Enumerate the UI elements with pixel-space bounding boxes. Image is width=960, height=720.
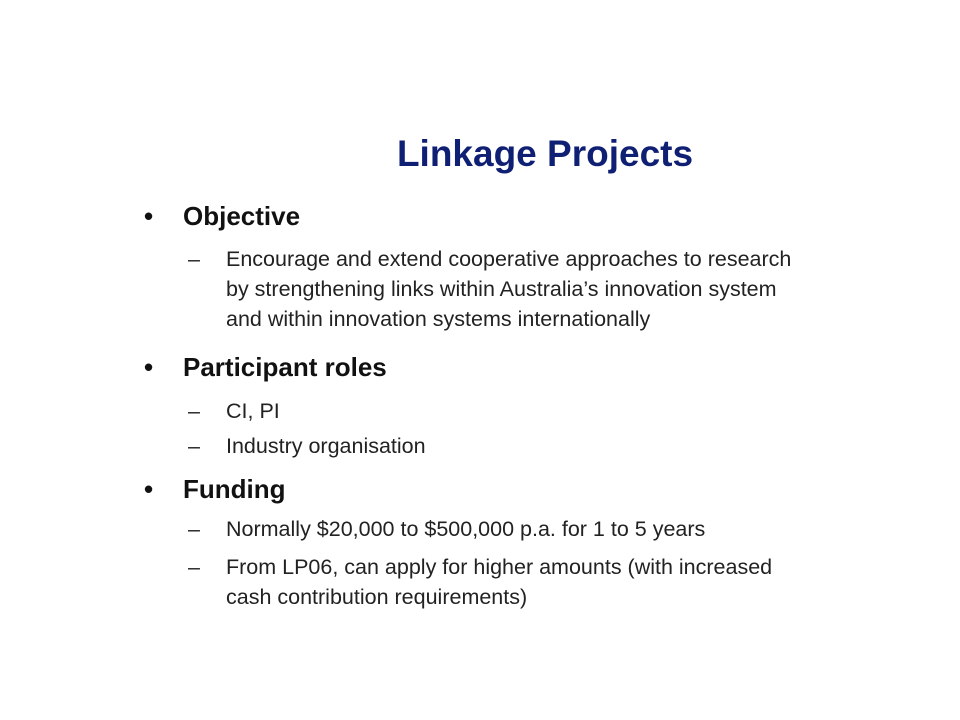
- bullet-heading: Participant roles: [183, 352, 387, 382]
- bullet-heading: Funding: [183, 474, 286, 504]
- sub-item-line: Industry organisation: [226, 434, 426, 458]
- sub-item-line: Encourage and extend cooperative approaches to research: [226, 247, 792, 271]
- dash-icon: –: [188, 399, 200, 423]
- dash-icon: –: [188, 517, 200, 541]
- bullet-icon: •: [144, 201, 154, 231]
- sub-item-text: [226, 396, 280, 426]
- dash-icon: –: [188, 247, 200, 271]
- sub-item-line: Normally $20,000 to $500,000 p.a. for 1 to 5 years: [226, 517, 706, 541]
- bullet-icon: •: [144, 474, 154, 504]
- sub-item-line: cash contribution requirements): [226, 585, 528, 609]
- slide-title: Linkage Projects: [396, 133, 694, 174]
- sub-item-text: [226, 431, 426, 461]
- dash-icon: –: [188, 555, 200, 579]
- sub-item-text: [226, 552, 772, 612]
- bullet-heading: Objective: [183, 201, 301, 231]
- bullet-funding: [144, 474, 286, 505]
- bullet-participant-roles: [144, 352, 387, 383]
- bullet-icon: •: [144, 352, 154, 382]
- bullet-objective: [144, 201, 300, 232]
- sub-item-text: [226, 514, 705, 544]
- sub-item-text: [226, 244, 791, 334]
- sub-item-line: and within innovation systems internationally: [226, 307, 651, 331]
- sub-item-line: From LP06, can apply for higher amounts (with increased: [226, 555, 773, 579]
- dash-icon: –: [188, 434, 200, 458]
- sub-item-line: CI, PI: [226, 399, 280, 423]
- sub-item-line: by strengthening links within Australia’s innovation system: [226, 277, 777, 301]
